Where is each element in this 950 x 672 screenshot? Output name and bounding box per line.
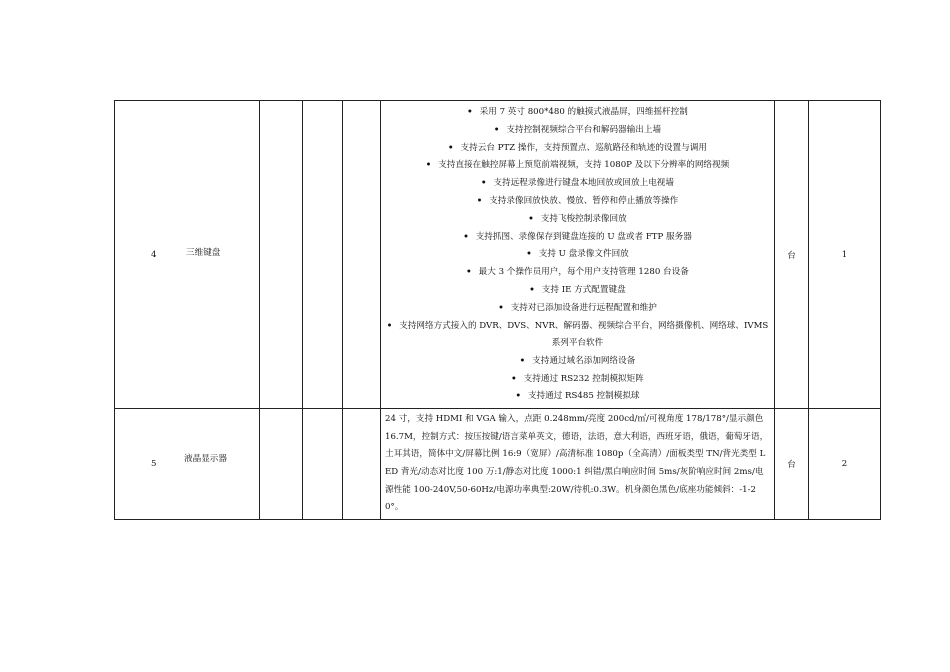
bullet-icon: •	[519, 355, 526, 366]
bullet-icon: •	[529, 284, 535, 295]
feature-item: • 支持通过 RS232 控制模拟矩阵	[383, 371, 772, 389]
quantity-value: 1	[841, 249, 848, 260]
empty-cell	[343, 101, 381, 409]
bullet-icon: •	[481, 178, 487, 189]
spec-text: 24 寸，支持 HDMI 和 VGA 输入，点距 0.248mm/亮度 200cd/㎡/可视角度 178/178°/显示颜色 16.7M，控制方式：按压按键/语言菜单英文，德语，法语，意大利语，西班牙语，俄语，葡萄牙语，土耳其语，简体中文/屏幕比例 16:9（宽屏）/高清标准 1080p（全高清）/面板类型 TN/背光类型 LED 背光/动态对比度 100 万:1/静态对比度 1000:1 纠错/黑白响应时间 5ms/灰阶响应时间 2ms/电源性能 100-240V,50-60Hz/电源功率典型:20W/待机:0.3W。机身颜色黑色/底座功能倾斜：-1-20°。	[385, 414, 769, 513]
bullet-icon: •	[526, 249, 532, 260]
spec-cell	[381, 409, 775, 520]
bullet-icon: •	[386, 320, 393, 331]
quantity-cell	[809, 101, 881, 409]
empty-cell	[260, 409, 303, 520]
empty-cell	[303, 409, 343, 520]
bullet-icon: •	[466, 267, 472, 278]
feature-item: • 支持对已添加设备进行远程配置和维护	[383, 300, 772, 318]
features-cell	[381, 101, 775, 409]
unit-cell	[775, 101, 809, 409]
product-name: 液晶显示器	[184, 454, 227, 464]
index-number: 4	[151, 249, 157, 260]
quantity-value: 2	[841, 458, 848, 469]
bullet-icon: •	[511, 373, 517, 384]
empty-cell	[303, 101, 343, 409]
bullet-icon: •	[515, 391, 521, 402]
feature-item: • 最大 3 个操作员用户，每个用户支持管理 1280 台设备	[383, 264, 772, 282]
feature-item: • 支持云台 PTZ 操作，支持预置点、巡航路径和轨迹的设置与调用	[383, 140, 772, 158]
feature-item: • 支持 U 盘录像文件回放	[383, 246, 772, 264]
feature-item: • 支持通过 RS485 控制模拟球	[383, 388, 772, 406]
unit-label: 台	[787, 250, 796, 261]
bullet-icon: •	[448, 142, 454, 153]
feature-list	[381, 101, 774, 408]
feature-item: • 支持抓图、录像保存到键盘连接的 U 盘或者 FTP 服务器	[383, 229, 772, 247]
bullet-icon: •	[467, 107, 473, 117]
feature-item: • 支持飞梭控制录像回放	[383, 211, 772, 229]
feature-item: • 支持直接在触控屏幕上预览前端视频，支持 1080P 及以下分辨率的网络视频	[383, 157, 772, 175]
equipment-spec-table	[114, 100, 881, 520]
unit-label: 台	[787, 459, 796, 470]
bullet-icon: •	[476, 195, 483, 206]
feature-item: • 支持远程录像进行键盘本地回放或回放上电视墙	[383, 175, 772, 193]
bullet-icon: •	[463, 231, 469, 242]
table-row	[115, 409, 881, 520]
index-number: 5	[151, 458, 157, 469]
bullet-icon: •	[528, 213, 534, 224]
unit-cell	[775, 409, 809, 520]
table-row	[115, 101, 881, 409]
empty-cell	[260, 101, 303, 409]
bullet-icon: •	[493, 124, 500, 135]
bullet-icon: •	[425, 160, 432, 171]
product-name: 三维键盘	[186, 248, 221, 258]
bullet-icon: •	[498, 302, 504, 313]
feature-item: • 支持 IE 方式配置键盘	[383, 282, 772, 300]
feature-item: • 支持网络方式接入的 DVR、DVS、NVR、解码器、视频综合平台，网络摄像机、网络球、IVMS 系列平台软件	[383, 318, 772, 353]
empty-cell	[343, 409, 381, 520]
feature-item: • 支持控制视频综合平台和解码器输出上墙	[383, 122, 772, 140]
feature-item: • 支持通过域名添加网络设备	[383, 353, 772, 371]
feature-item: • 采用 7 英寸 800*480 的触摸式液晶屏，四维摇杆控制	[383, 104, 772, 122]
quantity-cell	[809, 409, 881, 520]
feature-item: • 支持录像回放快放、慢放、暂停和停止播放等操作	[383, 193, 772, 211]
